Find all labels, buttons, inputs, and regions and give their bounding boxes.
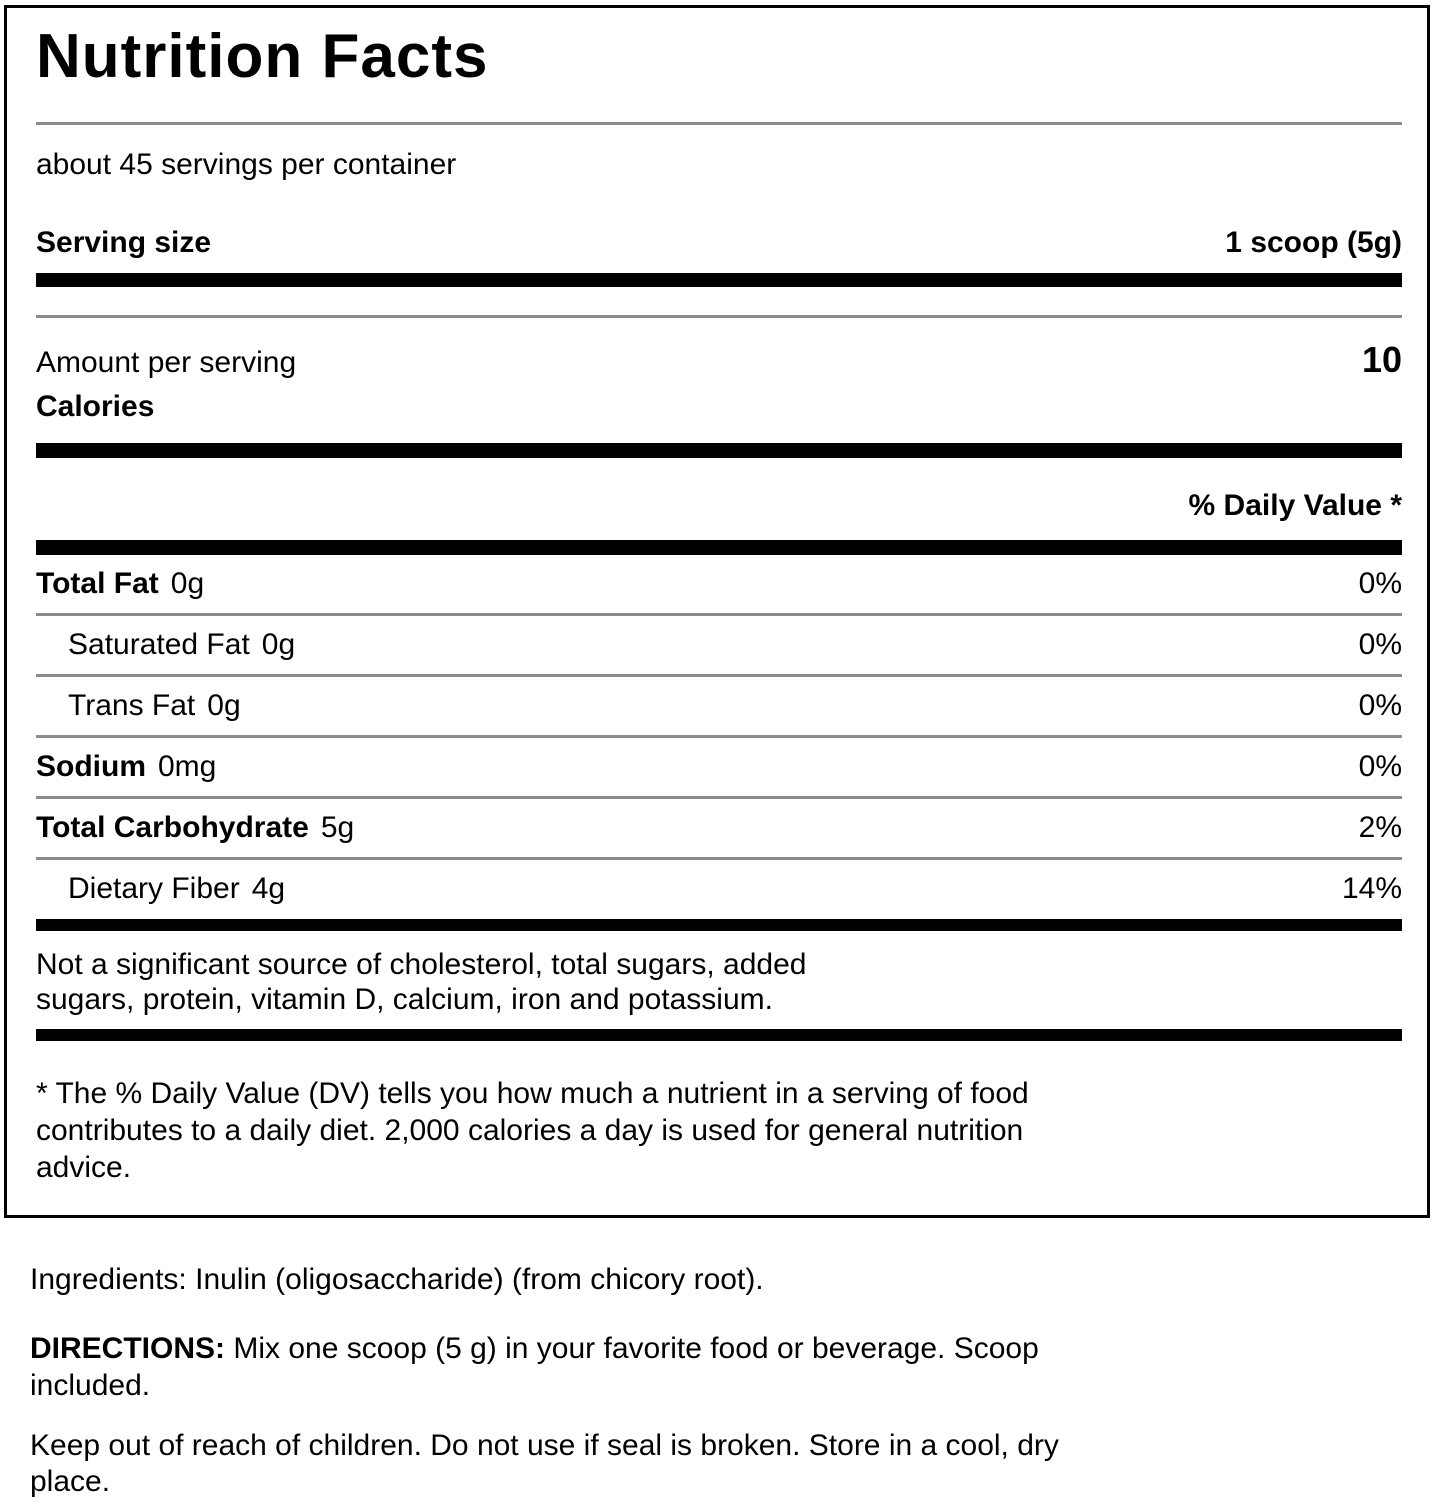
nutrient-daily-value: 0% (1358, 567, 1402, 600)
title-divider (36, 122, 1402, 125)
calories-label: Calories (36, 390, 155, 423)
amount-per-serving-label: Amount per serving (36, 346, 297, 379)
not-significant-line: sugars, protein, vitamin D, calcium, iron and potassium. (36, 983, 773, 1016)
thick-divider-bar (36, 273, 1402, 287)
storage-line: place. (30, 1465, 111, 1498)
nutrition-facts-panel (4, 5, 1430, 1218)
footnote-line: contributes to a daily diet. 2,000 calories a day is used for general nutrition (36, 1114, 1024, 1147)
nutrient-name: Trans Fat (68, 689, 196, 722)
table-row-total-carbohydrate (36, 799, 1402, 860)
nutrient-name-amount (36, 871, 285, 907)
thin-divider (36, 315, 1402, 318)
ingredients-text: Ingredients: Inulin (oligosaccharide) (from chicory root). (30, 1263, 764, 1296)
nutrient-name-amount (36, 627, 295, 663)
directions-line: included. (30, 1369, 151, 1402)
table-row-saturated-fat (36, 616, 1402, 677)
nutrient-name-amount (36, 566, 204, 602)
calories-value: 10 (1361, 339, 1402, 380)
nutrient-amount: 0mg (158, 750, 217, 783)
nutrient-name: Saturated Fat (68, 628, 250, 661)
table-row-dietary-fiber (36, 860, 1402, 919)
footnote-line: * The % Daily Value (DV) tells you how much a nutrient in a serving of food (36, 1077, 1029, 1110)
nutrient-daily-value: 2% (1358, 811, 1402, 844)
table-row-total-fat (36, 555, 1402, 616)
nutrient-amount: 0g (261, 628, 296, 661)
not-significant-note (36, 947, 1402, 1017)
nutrition-facts-title: Nutrition Facts (36, 22, 489, 91)
nutrient-amount: 4g (251, 872, 286, 905)
thick-divider-bar (36, 919, 1402, 931)
nutrient-amount: 0g (170, 567, 205, 600)
serving-size-row (36, 225, 1402, 261)
nutrient-name: Total Carbohydrate (36, 811, 309, 844)
thick-divider-bar (36, 540, 1402, 555)
calories-row (36, 339, 1402, 381)
nutrient-amount: 5g (320, 811, 355, 844)
serving-size-label: Serving size (36, 226, 212, 259)
nutrient-daily-value: 14% (1341, 872, 1402, 905)
footnote-line: advice. (36, 1151, 132, 1184)
nutrient-name-amount (36, 749, 216, 785)
nutrient-daily-value: 0% (1358, 689, 1402, 722)
directions-text (30, 1330, 1439, 1404)
nutrient-daily-value: 0% (1358, 750, 1402, 783)
table-row-trans-fat (36, 677, 1402, 738)
nutrient-name-amount (36, 688, 241, 724)
thick-divider-bar (36, 1029, 1402, 1041)
serving-size-value: 1 scoop (5g) (1225, 226, 1402, 259)
storage-line: Keep out of reach of children. Do not use if seal is broken. Store in a cool, dry (30, 1429, 1059, 1462)
nutrient-daily-value: 0% (1358, 628, 1402, 661)
nutrient-name: Sodium (36, 750, 146, 783)
directions-line: Mix one scoop (5 g) in your favorite food or beverage. Scoop (225, 1332, 1039, 1365)
storage-warning-text (30, 1428, 1439, 1500)
nutrient-name: Total Fat (36, 567, 159, 600)
daily-value-header: % Daily Value * (1188, 489, 1402, 522)
nutrient-name-amount (36, 810, 354, 846)
nutrient-amount: 0g (207, 689, 241, 722)
nutrient-name: Dietary Fiber (68, 872, 240, 905)
thick-divider-bar (36, 443, 1402, 458)
table-row-sodium (36, 738, 1402, 799)
directions-label: DIRECTIONS: (30, 1332, 225, 1365)
not-significant-line: Not a significant source of cholesterol, total sugars, added (36, 948, 807, 981)
servings-per-container: about 45 servings per container (36, 148, 457, 181)
daily-value-footnote (36, 1075, 1402, 1186)
